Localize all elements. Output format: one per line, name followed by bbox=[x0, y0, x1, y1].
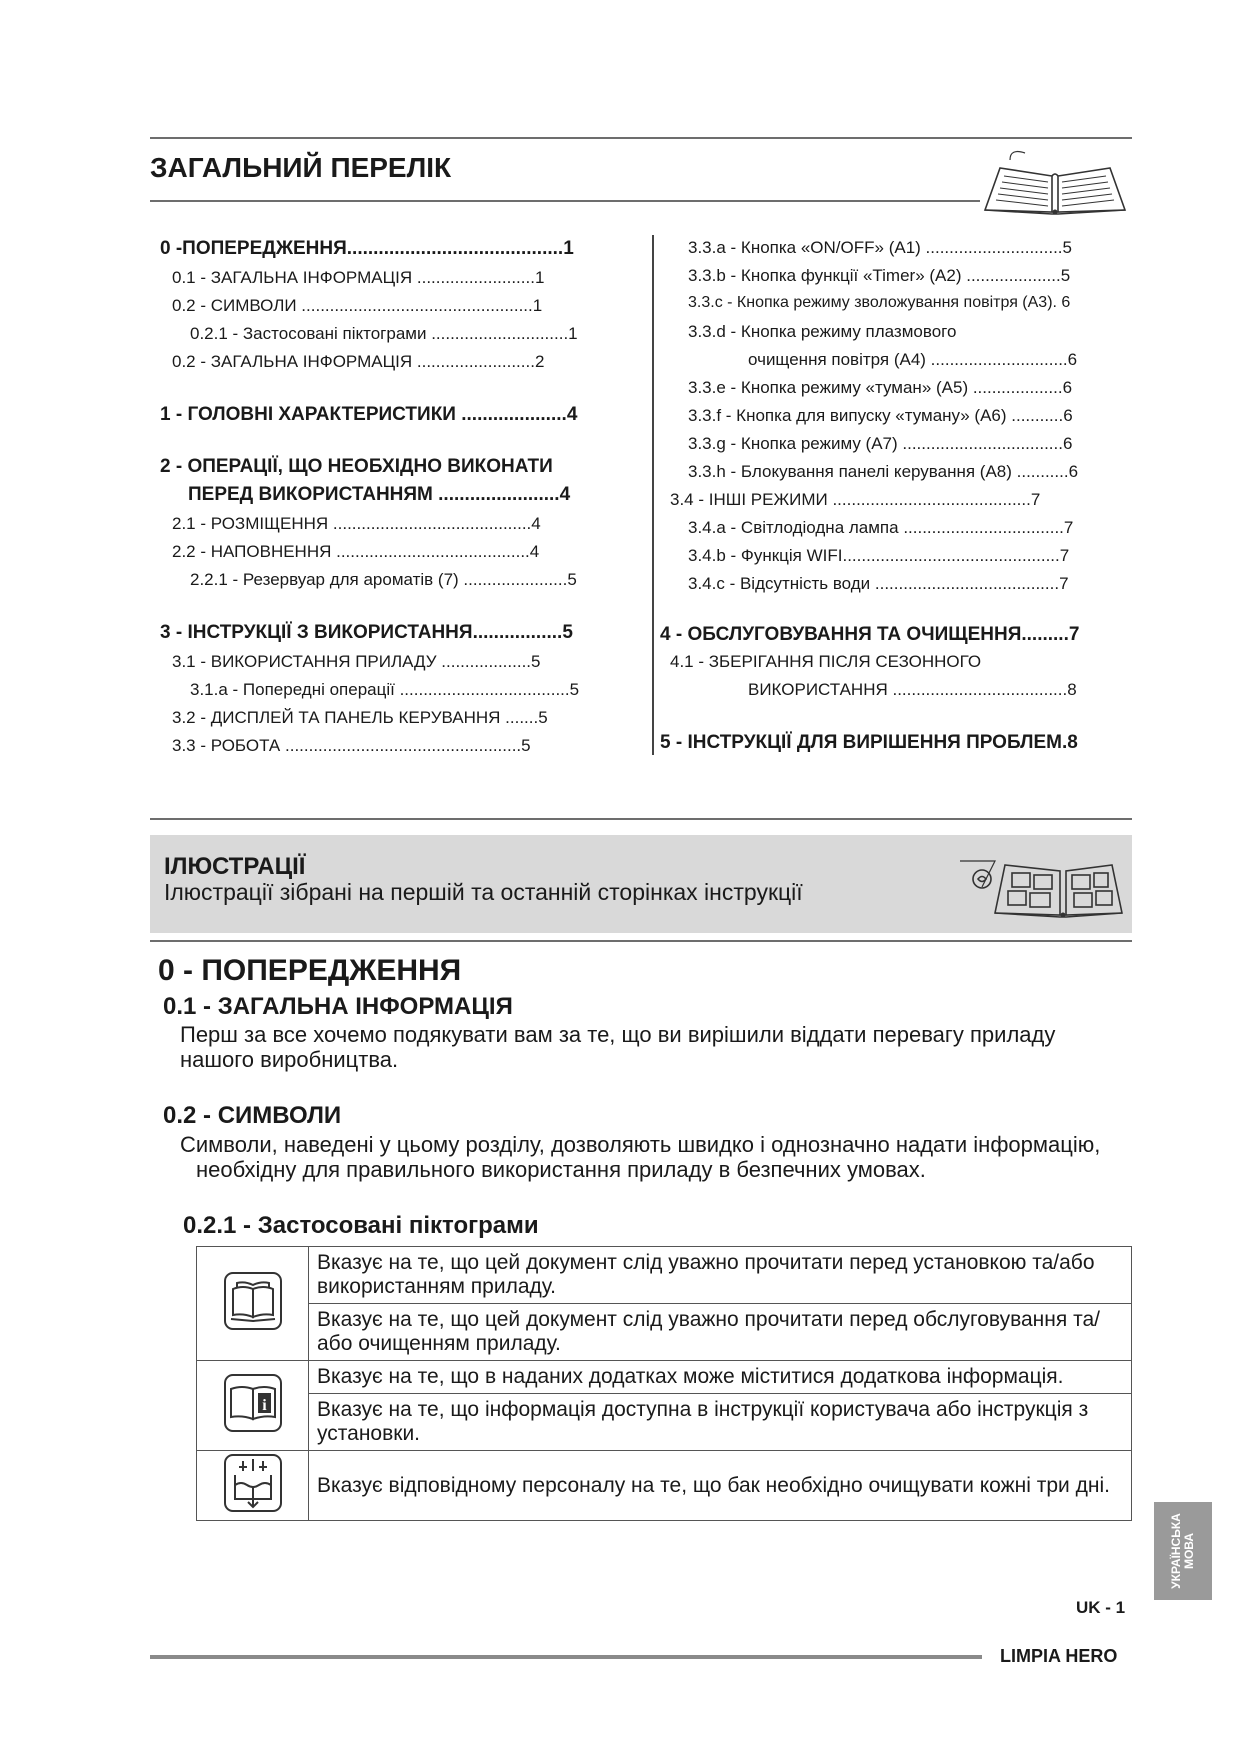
section-0-title: 0 - ПОПЕРЕДЖЕННЯ bbox=[158, 954, 462, 987]
table-row bbox=[197, 1304, 1132, 1361]
section-01-title: 0.1 - ЗАГАЛЬНА ІНФОРМАЦІЯ bbox=[163, 993, 513, 1020]
toc-entry[interactable]: 2.2.1 - Резервуар для ароматів (7) ......................5 bbox=[190, 570, 577, 589]
book-icon bbox=[223, 1271, 283, 1331]
section-01-line2: нашого виробництва. bbox=[180, 1047, 399, 1072]
section-01-line1: Перш за все хочемо подякувати вам за те, що ви вирішили віддати перевагу приладу bbox=[180, 1022, 1056, 1047]
toc-entry[interactable]: 0.2.1 - Застосовані піктограми .............................1 bbox=[190, 324, 578, 343]
toc-entry[interactable]: 0.1 - ЗАГАЛЬНА ІНФОРМАЦІЯ .........................1 bbox=[172, 268, 545, 287]
toc-entry[interactable]: 1 - ГОЛОВНІ ХАРАКТЕРИСТИКИ ....................4 bbox=[160, 404, 578, 425]
section-02-line1: Символи, наведені у цьому розділу, дозволяють швидко і однозначно надати інформацію, bbox=[180, 1132, 1101, 1157]
toc-divider bbox=[652, 235, 654, 755]
toc-entry[interactable]: 4.1 - ЗБЕРІГАННЯ ПІСЛЯ СЕЗОННОГО bbox=[670, 652, 982, 671]
pictograms-table bbox=[196, 1246, 1132, 1521]
pictogram-text: Вказує відповідному персоналу на те, що бак необхідно очищувати кожні три дні. bbox=[309, 1451, 1132, 1521]
illustrations-subtitle: Ілюстрації зібрані на першій та останній сторінках інструкції bbox=[164, 879, 803, 905]
toc-entry[interactable]: 3.2 - ДИСПЛЕЙ ТА ПАНЕЛЬ КЕРУВАННЯ .......5 bbox=[172, 708, 548, 727]
toc-entry[interactable]: ВИКОРИСТАННЯ .....................................8 bbox=[748, 680, 1077, 699]
toc-entry[interactable]: 2.1 - РОЗМІЩЕННЯ ..........................................4 bbox=[172, 514, 541, 533]
toc-entry[interactable]: очищення повітря (A4) .............................6 bbox=[748, 350, 1078, 369]
toc-entry[interactable]: 0.2 - СИМВОЛИ .................................................1 bbox=[172, 296, 543, 315]
table-row bbox=[197, 1247, 1132, 1304]
toc-entry[interactable]: 3.4.c - Відсутність води .......................................7 bbox=[688, 574, 1069, 593]
illus-top-rule bbox=[150, 818, 1132, 820]
toc-entry[interactable]: 3.3.d - Кнопка режиму плазмового bbox=[688, 322, 957, 341]
pictogram-text: Вказує на те, що цей документ слід уважно прочитати перед установкою та/або використанням приладу. bbox=[309, 1247, 1132, 1304]
toc-entry[interactable]: 3.4 - ІНШІ РЕЖИМИ ..........................................7 bbox=[670, 490, 1041, 509]
toc-right bbox=[660, 238, 1140, 758]
title-underline bbox=[150, 200, 980, 202]
product-name: LIMPIA HERO bbox=[1000, 1646, 1118, 1666]
language-side-tab[interactable] bbox=[1154, 1502, 1212, 1600]
table-row bbox=[197, 1361, 1132, 1394]
toc-entry[interactable]: 3.1 - ВИКОРИСТАННЯ ПРИЛАДУ ...................5 bbox=[172, 652, 541, 671]
toc-entry[interactable]: 2.2 - НАПОВНЕННЯ .........................................4 bbox=[172, 542, 540, 561]
section-02-title: 0.2 - СИМВОЛИ bbox=[163, 1102, 342, 1129]
pictogram-cell bbox=[197, 1361, 309, 1451]
toc-entry[interactable]: 5 - ІНСТРУКЦІЇ ДЛЯ ВИРІШЕННЯ ПРОБЛЕМ.8 bbox=[660, 732, 1078, 753]
pictogram-cell bbox=[197, 1451, 309, 1521]
pictogram-text: Вказує на те, що цей документ слід уважно прочитати перед обслуговування та/або очищенням приладу. bbox=[309, 1304, 1132, 1361]
section-021-title: 0.2.1 - Застосовані піктограми bbox=[183, 1212, 539, 1239]
table-row bbox=[197, 1451, 1132, 1521]
section-02-line2: необхідну для правильного використання приладу в безпечних умовах. bbox=[196, 1157, 926, 1182]
svg-text:i: i bbox=[261, 1396, 267, 1414]
illustrations-band bbox=[150, 835, 1132, 933]
toc-entry[interactable]: 0 -ПОПЕРЕДЖЕННЯ.........................................1 bbox=[160, 238, 574, 259]
toc-entry[interactable]: 3.3.h - Блокування панелі керування (A8) ...........6 bbox=[688, 462, 1079, 481]
page-number: UK - 1 bbox=[1076, 1598, 1126, 1617]
toc-entry[interactable]: 2 - ОПЕРАЦІЇ, ЩО НЕОБХІДНО ВИКОНАТИ bbox=[160, 456, 553, 477]
toc-entry[interactable]: 3.1.a - Попередні операції ....................................5 bbox=[190, 680, 580, 699]
illustrations-title: ІЛЮСТРАЦІЇ bbox=[164, 853, 306, 880]
open-book-icon bbox=[980, 148, 1130, 218]
pictogram-text: Вказує на те, що в наданих додатках може міститися додаткова інформація. bbox=[309, 1361, 1132, 1394]
page-title: ЗАГАЛЬНИЙ ПЕРЕЛІК bbox=[150, 152, 452, 183]
toc-entry[interactable]: 3.3.g - Кнопка режиму (A7) ..................................6 bbox=[688, 434, 1073, 453]
toc-left bbox=[160, 238, 630, 758]
pictogram-cell bbox=[197, 1247, 309, 1361]
toc-entry[interactable]: 3.3.e - Кнопка режиму «туман» (A5) ...................6 bbox=[688, 378, 1073, 397]
toc-entry[interactable]: 0.2 - ЗАГАЛЬНА ІНФОРМАЦІЯ .........................2 bbox=[172, 352, 545, 371]
tank-cleaning-icon bbox=[223, 1453, 283, 1513]
toc-entry[interactable]: ПЕРЕД ВИКОРИСТАННЯМ .......................4 bbox=[188, 484, 571, 505]
info-book-icon bbox=[223, 1373, 283, 1433]
toc-entry[interactable]: 3.3 - РОБОТА ..................................................5 bbox=[172, 736, 531, 755]
pictogram-text: Вказує на те, що інформація доступна в інструкції користувача або інструкція з установки. bbox=[309, 1394, 1132, 1451]
toc-entry[interactable]: 4 - ОБСЛУГОВУВАННЯ ТА ОЧИЩЕННЯ.........7 bbox=[660, 624, 1080, 645]
toc-entry[interactable]: 3.4.b - Функція WIFI..............................................7 bbox=[688, 546, 1070, 565]
footer-rule bbox=[150, 1655, 982, 1659]
toc-entry[interactable]: 3.3.f - Кнопка для випуску «туману» (A6) ...........6 bbox=[688, 406, 1073, 425]
toc-entry[interactable]: 3.4.a - Світлодіодна лампа ..................................7 bbox=[688, 518, 1074, 537]
illustrated-book-icon bbox=[950, 849, 1125, 921]
toc-entry[interactable]: 3 - ІНСТРУКЦІЇ З ВИКОРИСТАННЯ.................5 bbox=[160, 622, 573, 643]
table-row bbox=[197, 1394, 1132, 1451]
toc-entry[interactable]: 3.3.a - Кнопка «ON/OFF» (A1) .............................5 bbox=[688, 238, 1072, 257]
language-tab-label: УКРАЇНСЬКА МОВА bbox=[1169, 1513, 1196, 1589]
toc-entry[interactable]: 3.3.b - Кнопка функції «Timer» (A2) ....................5 bbox=[688, 266, 1071, 285]
illus-bottom-rule bbox=[150, 940, 1132, 942]
top-rule bbox=[150, 137, 1132, 139]
toc-entry[interactable]: 3.3.c - Кнопка режиму зволожування повітря (A3). 6 bbox=[688, 294, 1071, 311]
